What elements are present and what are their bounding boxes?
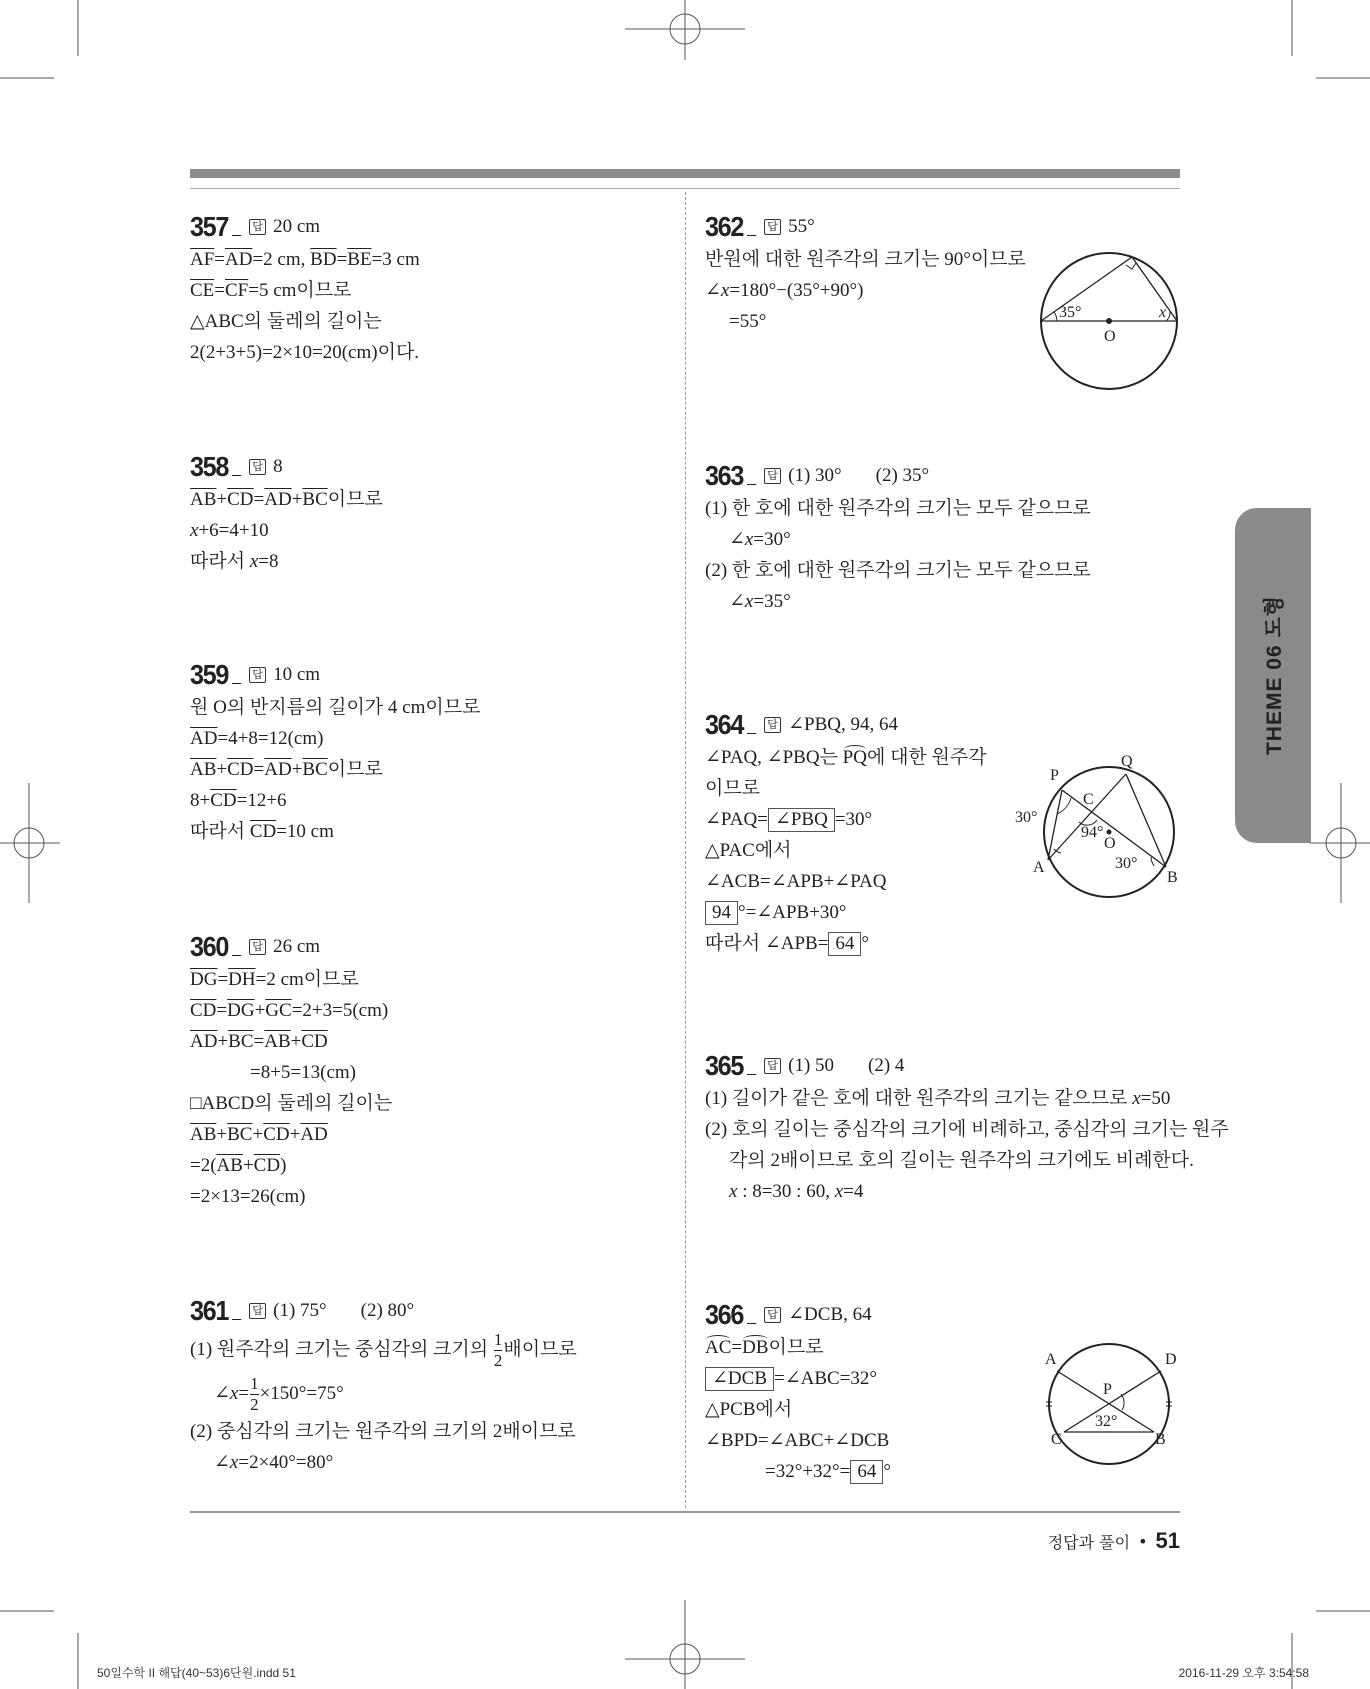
text: =	[336, 249, 348, 270]
text: □ABCD의 둘레의 길이는	[190, 1093, 393, 1114]
center-label: O	[1104, 328, 1116, 345]
segment-label: $\overline{AB}$	[216, 1155, 243, 1176]
segment-label: $\overline{CE}$	[190, 280, 215, 301]
text: ∠	[214, 1452, 230, 1473]
separator: _	[232, 460, 242, 477]
solution-361	[190, 1293, 660, 1478]
text: +	[254, 1000, 266, 1021]
x-label: x	[1159, 304, 1167, 321]
solution-line	[705, 1176, 1175, 1207]
separator: _	[747, 1308, 757, 1325]
segment-label: $\overline{BE}$	[347, 249, 372, 270]
angle-label: 94°	[1081, 824, 1104, 841]
answer-box: 94	[705, 901, 738, 925]
segment-label: $\overline{BC}$	[227, 1124, 253, 1145]
solution-header	[190, 657, 660, 692]
solution-line	[705, 555, 1175, 586]
segment-label: $\overline{BC}$	[228, 1031, 254, 1052]
text: °=∠APB+30°	[738, 902, 847, 923]
text: =8	[258, 551, 279, 572]
answer-value: (1) 75°	[273, 1299, 327, 1321]
segment-label: $\overline{AB}$	[190, 759, 217, 780]
text: +	[217, 1031, 229, 1052]
text: 이므로	[768, 1337, 824, 1358]
solution-line	[190, 1447, 660, 1478]
answer-icon: 답	[764, 219, 781, 235]
text: (2) 중심각의 크기는 원주각의 크기의 2배이므로	[190, 1421, 576, 1442]
text: =2 cm,	[252, 249, 311, 270]
text: 따라서 ∠APB=	[705, 933, 829, 954]
footer-rule	[190, 1511, 1180, 1513]
solution-line	[705, 493, 1175, 524]
text: =3 cm	[371, 249, 420, 270]
problem-number: 360	[190, 930, 228, 962]
segment-label: $\overline{CD}$	[301, 1031, 328, 1052]
solution-line	[190, 515, 660, 546]
text: 이므로	[327, 759, 383, 780]
answer-icon: 답	[249, 1303, 266, 1319]
text: +	[291, 759, 303, 780]
column-divider	[685, 192, 686, 1508]
answer-value: (2) 80°	[360, 1299, 415, 1321]
variable: x	[190, 520, 199, 541]
problem-number: 361	[190, 1294, 228, 1326]
text: ∠BPD=∠ABC+∠DCB	[705, 1430, 890, 1451]
answer-icon: 답	[249, 939, 266, 955]
problem-number: 365	[705, 1049, 743, 1081]
answer-value: 55°	[788, 215, 815, 237]
solution-line	[190, 1416, 660, 1447]
segment-label: $\overline{BC}$	[302, 759, 328, 780]
segment-label: $\overline{AB}$	[190, 1124, 217, 1145]
text: +	[216, 489, 228, 510]
slug-filename: 50일수학 II 해답(40~53)6단원.indd 51	[97, 1666, 296, 1680]
bullet-icon: •	[1138, 1531, 1148, 1551]
text: +	[216, 759, 228, 780]
text: (2) 한 호에 대한 원주각의 크기는 모두 같으므로	[705, 560, 1091, 581]
segment-label: $\overline{AD}$	[225, 249, 253, 270]
text: =30°	[834, 809, 873, 830]
solution-line	[190, 275, 660, 306]
text: +	[289, 1124, 301, 1145]
denominator: 2	[250, 1395, 259, 1415]
text: +	[216, 1124, 228, 1145]
answer-value: (2) 35°	[875, 464, 930, 486]
text: +	[252, 1124, 264, 1145]
arc-label: DB	[742, 1332, 768, 1363]
text: 이므로	[327, 489, 383, 510]
solution-line	[190, 1372, 660, 1416]
answer-box: ∠PBQ	[768, 808, 835, 832]
solution-header	[705, 458, 1175, 493]
segment-label: $\overline{GC}$	[265, 1000, 292, 1021]
text: 각의 2배이므로 호의 길이는 원주각의 크기에도 비례한다.	[729, 1150, 1194, 1171]
label-p: P	[1050, 767, 1059, 784]
text: ∠PAQ=	[705, 809, 768, 830]
text: =2+3=5(cm)	[291, 1000, 389, 1021]
solution-line	[190, 1088, 660, 1119]
solution-line	[190, 1181, 660, 1212]
header-rule	[190, 188, 1180, 189]
problem-number: 366	[705, 1298, 743, 1330]
solution-line	[705, 1145, 1194, 1176]
segment-label: $\overline{CD}$	[249, 821, 277, 842]
solution-line	[190, 1026, 660, 1057]
solution-line	[190, 1057, 660, 1088]
chord-pb	[1062, 790, 1166, 867]
text: 반원에 대한 원주각의 크기는 90°이므로	[705, 249, 1026, 270]
text: (1) 한 호에 대한 원주각의 크기는 모두 같으므로	[705, 498, 1091, 519]
text: =∠ABC=32°	[774, 1368, 878, 1389]
answer-icon: 답	[764, 1058, 781, 1074]
label-b: B	[1155, 1431, 1166, 1448]
solution-line	[705, 586, 1175, 617]
solution-365	[705, 1048, 1229, 1207]
diagram-362	[1019, 231, 1199, 411]
answer-value: ∠DCB, 64	[788, 1304, 872, 1325]
text: 원 O의 반지름의 길이가 4 cm이므로	[190, 697, 481, 718]
diagram-366	[1019, 1314, 1199, 1494]
arc-label: AC	[705, 1332, 731, 1363]
header-bar	[190, 169, 1180, 178]
variable: x	[834, 1181, 844, 1202]
answer-value: 10 cm	[273, 663, 321, 685]
label-c: C	[1051, 1431, 1062, 1448]
text: +	[290, 1031, 302, 1052]
denominator: 2	[493, 1351, 503, 1371]
variable: x	[249, 551, 259, 572]
label-c: C	[1083, 791, 1094, 808]
text: +	[242, 1155, 254, 1176]
separator: _	[232, 220, 242, 237]
theme-tab-label: THEME 06 도형	[1263, 594, 1286, 756]
variable: x	[229, 1452, 239, 1473]
text: ∠	[729, 591, 745, 612]
variable: x	[744, 591, 754, 612]
text: =5 cm이므로	[248, 280, 352, 301]
solution-358	[190, 449, 660, 577]
slug-date: 2016-11-29 오후 3:54:58	[1178, 1666, 1309, 1680]
solution-line	[705, 1114, 1229, 1145]
text: =10 cm	[276, 821, 334, 842]
solution-363	[705, 458, 1175, 617]
solution-line	[705, 928, 1175, 959]
solution-header	[705, 1048, 1175, 1083]
diagram-364	[1015, 742, 1199, 922]
answer-box: 64	[850, 1460, 883, 1484]
problem-number: 364	[705, 708, 743, 740]
center-dot	[1106, 318, 1112, 324]
angle-label: 35°	[1059, 304, 1082, 321]
text: =	[253, 759, 265, 780]
text: 8+	[190, 790, 211, 811]
text: 배이므로	[503, 1339, 577, 1360]
solution-line	[190, 1150, 660, 1181]
chord	[1041, 257, 1132, 321]
answer-icon: 답	[764, 468, 781, 484]
variable: x	[744, 529, 754, 550]
text: =32°+32°=	[765, 1461, 851, 1482]
separator: _	[232, 668, 242, 685]
text: 따라서	[190, 551, 250, 572]
segment-label: $\overline{CD}$	[227, 489, 254, 510]
text: : 8=30 : 60,	[737, 1181, 835, 1202]
label-a: A	[1033, 859, 1045, 876]
problem-number: 358	[190, 450, 228, 482]
fraction	[494, 1330, 503, 1371]
answer-icon: 답	[764, 717, 781, 733]
text: ∠	[214, 1383, 230, 1404]
problem-number: 357	[190, 210, 228, 242]
separator: _	[232, 1304, 242, 1321]
solution-359	[190, 657, 660, 847]
answer-icon: 답	[249, 219, 266, 235]
text: =50	[1140, 1088, 1171, 1109]
text: =2×13=26(cm)	[190, 1186, 306, 1207]
text: 에 대한 원주각	[866, 747, 987, 768]
footer-title: 정답과 풀이	[1047, 1532, 1131, 1552]
answer-value: (1) 50	[788, 1054, 835, 1076]
separator: _	[747, 469, 757, 486]
text: )	[280, 1155, 287, 1176]
text: =	[253, 489, 265, 510]
solution-line	[190, 816, 660, 847]
page-footer	[1048, 1528, 1180, 1554]
separator: _	[747, 220, 757, 237]
arc-label: PQ	[843, 742, 867, 773]
text: ∠	[705, 280, 721, 301]
text: =	[217, 969, 229, 990]
text: =4+8=12(cm)	[217, 728, 324, 749]
text: (1) 길이가 같은 호에 대한 원주각의 크기는 같으므로	[705, 1088, 1133, 1109]
segment-label: $\overline{AF}$	[190, 249, 215, 270]
text: =2 cm이므로	[255, 969, 359, 990]
segment-label: $\overline{CD}$	[210, 790, 237, 811]
text: ∠	[729, 529, 745, 550]
text: +6=4+10	[198, 520, 269, 541]
answer-icon: 답	[249, 459, 266, 475]
text: =	[216, 1000, 228, 1021]
text: =2(	[190, 1155, 217, 1176]
segment-label: $\overline{AD}$	[190, 728, 218, 749]
solution-line	[190, 484, 660, 515]
chord	[1132, 257, 1177, 321]
chord-qb	[1126, 774, 1166, 867]
variable: x	[229, 1383, 239, 1404]
answer-value: 26 cm	[273, 935, 321, 957]
text: =4	[843, 1181, 864, 1202]
segment-label: $\overline{AB}$	[264, 1031, 291, 1052]
text: =	[238, 1383, 250, 1404]
text: △ABC의 둘레의 길이는	[190, 311, 382, 332]
text: =	[214, 249, 226, 270]
segment-label: $\overline{CD}$	[253, 1155, 281, 1176]
numerator: 1	[250, 1374, 259, 1394]
solution-line	[190, 306, 660, 337]
problem-number: 359	[190, 658, 228, 690]
answer-box: 64	[828, 932, 861, 956]
answer-value: (1) 30°	[788, 464, 842, 486]
solution-header	[190, 929, 660, 964]
text: (1) 원주각의 크기는 중심각의 크기의	[190, 1339, 493, 1360]
segment-label: $\overline{CF}$	[225, 280, 249, 301]
variable: x	[729, 1181, 738, 1202]
label-p: P	[1103, 1381, 1112, 1398]
answer-value: 8	[273, 455, 283, 477]
segment-label: $\overline{AD}$	[190, 1031, 218, 1052]
text: 2(2+3+5)=2×10=20(cm)이다.	[190, 342, 420, 363]
solution-header	[190, 209, 660, 244]
text: 이므로	[705, 778, 761, 799]
answer-icon: 답	[764, 1307, 781, 1323]
solution-line	[190, 337, 660, 368]
numerator: 1	[493, 1330, 503, 1350]
right-angle-mark	[1126, 263, 1136, 269]
text: ∠PAQ, ∠PBQ는	[705, 747, 843, 768]
segment-label: $\overline{AB}$	[190, 489, 217, 510]
text: =180°−(35°+90°)	[729, 280, 864, 301]
solution-357	[190, 209, 660, 368]
text: =8+5=13(cm)	[250, 1062, 357, 1083]
solution-line	[190, 1328, 660, 1372]
angle-label: 30°	[1015, 809, 1038, 826]
solution-line	[705, 1083, 1175, 1114]
text: =12+6	[236, 790, 287, 811]
text: +	[291, 489, 303, 510]
solution-line	[190, 754, 660, 785]
page-number: 51	[1155, 1528, 1180, 1553]
solution-line	[190, 964, 660, 995]
answer-value: 20 cm	[273, 215, 321, 237]
answer-box: ∠DCB	[705, 1367, 774, 1391]
center-dot	[1107, 830, 1112, 835]
text: ∠ACB=∠APB+∠PAQ	[705, 871, 887, 892]
segment-label: $\overline{CD}$	[263, 1124, 290, 1145]
fraction	[250, 1374, 259, 1415]
problem-number: 363	[705, 459, 743, 491]
solution-line	[190, 692, 660, 723]
segment-label: $\overline{BC}$	[302, 489, 328, 510]
separator: _	[747, 718, 757, 735]
segment-label: $\overline{AD}$	[300, 1124, 328, 1145]
problem-number: 362	[705, 210, 743, 242]
variable: x	[1132, 1088, 1141, 1109]
solution-line	[190, 244, 660, 275]
text: =2×40°=80°	[238, 1452, 334, 1473]
solution-header	[705, 707, 1175, 742]
label-b: B	[1167, 869, 1178, 886]
variable: x	[720, 280, 730, 301]
text: △PCB에서	[705, 1399, 793, 1420]
segment-label: $\overline{AD}$	[264, 759, 292, 780]
text: =30°	[753, 529, 791, 550]
solution-360	[190, 929, 660, 1212]
solution-header	[190, 449, 660, 484]
solution-line	[190, 995, 660, 1026]
segment-label: $\overline{CD}$	[190, 1000, 217, 1021]
solution-line	[190, 723, 660, 754]
text: =35°	[753, 591, 791, 612]
text: =55°	[729, 311, 767, 332]
solution-header	[190, 1293, 660, 1328]
text: △PAC에서	[705, 840, 792, 861]
label-a: A	[1045, 1351, 1057, 1368]
text: (2) 호의 길이는 중심각의 크기에 비례하고, 중심각의 크기는 원주	[705, 1119, 1229, 1140]
angle-label: 30°	[1115, 855, 1138, 872]
solution-line	[190, 1119, 660, 1150]
segment-label: $\overline{BD}$	[310, 249, 337, 270]
label-o: O	[1104, 835, 1116, 852]
angle-label: 32°	[1095, 1413, 1118, 1430]
answer-icon: 답	[249, 667, 266, 683]
solution-line	[705, 524, 1175, 555]
segment-label: $\overline{DG}$	[227, 1000, 255, 1021]
text: =	[214, 280, 225, 301]
text: =	[731, 1337, 743, 1358]
text: =	[253, 1031, 265, 1052]
answer-value: ∠PBQ, 94, 64	[788, 714, 899, 735]
text: °	[861, 933, 870, 954]
solution-line	[190, 785, 660, 816]
label-q: Q	[1121, 753, 1133, 770]
text: °	[883, 1461, 891, 1482]
text: 따라서	[190, 821, 250, 842]
segment-label: $\overline{DG}$	[190, 969, 218, 990]
answer-value: (2) 4	[868, 1054, 905, 1076]
solution-line	[190, 546, 660, 577]
segment-label: $\overline{DH}$	[228, 969, 256, 990]
text: ×150°=75°	[259, 1383, 344, 1404]
segment-label: $\overline{AD}$	[264, 489, 292, 510]
separator: _	[232, 940, 242, 957]
theme-tab	[1235, 508, 1311, 843]
segment-label: $\overline{CD}$	[227, 759, 254, 780]
label-d: D	[1165, 1351, 1177, 1368]
separator: _	[747, 1059, 757, 1076]
